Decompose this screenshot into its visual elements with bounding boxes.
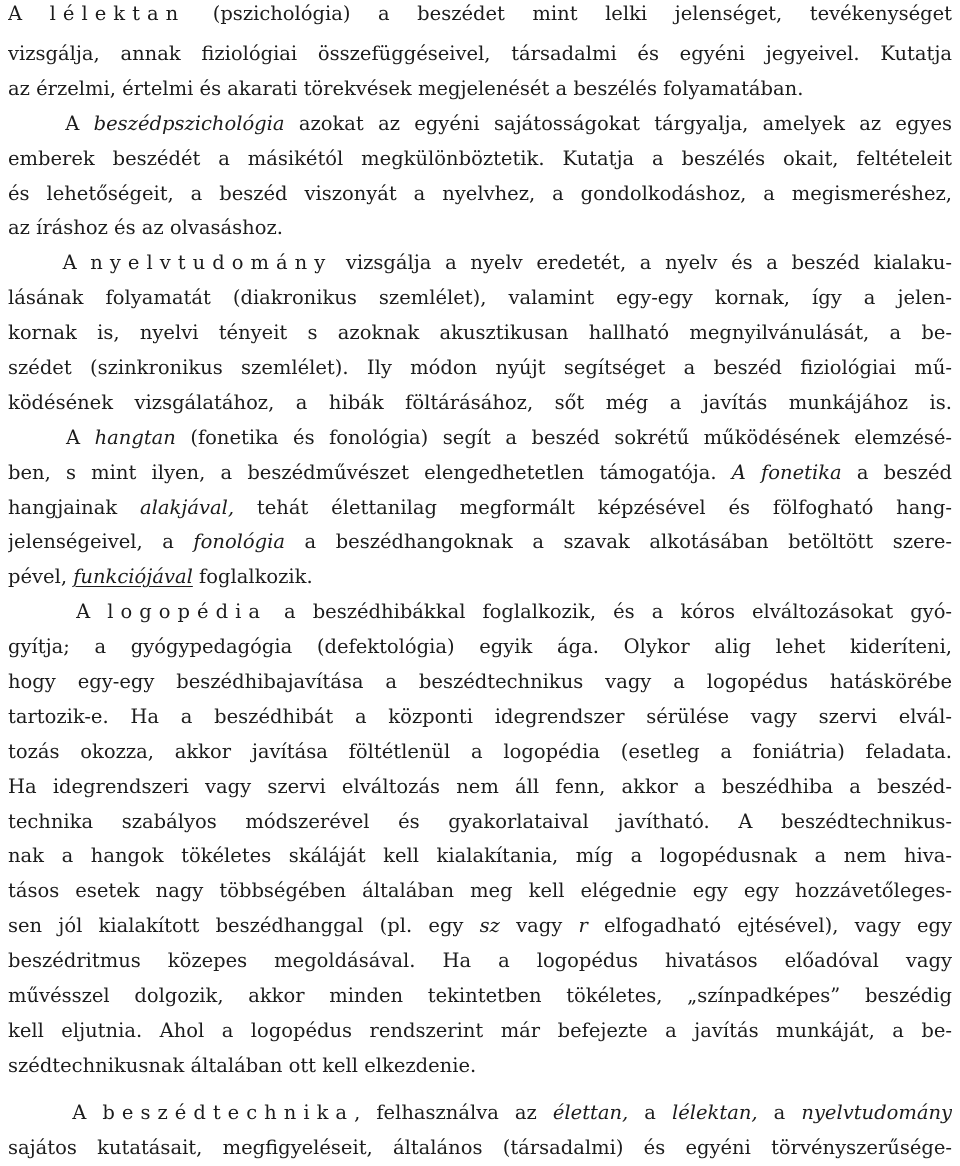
paragraph-nyelvtudomany [8, 246, 952, 420]
text-line: pével, funkciójával foglalkozik. [8, 565, 313, 589]
paragraph-gap [8, 1084, 952, 1096]
text-line: sen jól kialakított beszédhanggal (pl. egy sz vagy r elfogadható ejtésével), vagy egy [8, 914, 952, 938]
document-page [8, 0, 952, 1166]
text-line: kell eljutnia. Ahol a logopédus rendszerint már befejezte a javítás munkáját, a be- [8, 1018, 952, 1042]
text-line: hangjainak alakjával, tehát élettanilag megformált képzésével és fölfogható hang- [8, 495, 952, 519]
italic-term: nyelvtudomány [801, 1100, 952, 1124]
italic-term: fonológia [193, 530, 285, 554]
italic-term: r [578, 914, 588, 938]
text-line: A hangtan (fonetika és fonológia) segít a beszéd sokrétű működésének elemzésé- [66, 425, 952, 449]
text-line: vizsgálja, annak fiziológiai összefüggéseivel, társadalmi és egyéni jegyeivel. Kutatja [8, 42, 952, 65]
text-line: művésszel dolgozik, akkor minden tekintetben tökéletes, „színpadképes” beszédig [8, 984, 952, 1008]
text-line: gyítja; a gyógypedagógia (defektológia) egyik ága. Olykor alig lehet kideríteni, [8, 635, 952, 659]
text-line: szédtechnikusnak általában ott kell elkezdenie. [8, 1053, 477, 1077]
text-line: technika szabályos módszerével és gyakorlataival javítható. A beszédtechnikus- [8, 809, 952, 833]
text-line: A beszédpszichológia azokat az egyéni sajátosságokat tárgyalja, amelyek az egyes [65, 111, 952, 135]
text-line: az íráshoz és az olvasáshoz. [8, 216, 283, 240]
text-line: A logopédia a beszédhibákkal foglalkozik, és a kóros elváltozásokat gyó- [76, 600, 952, 624]
italic-term: alakjával, [140, 495, 235, 519]
text-line: A nyelvtudomány vizsgálja a nyelv eredetét, a nyelv és a beszéd kialaku- [62, 251, 952, 275]
text-line: szédet (szinkronikus szemlélet). Ily módon nyújt segítséget a beszéd fiziológiai mű- [8, 356, 952, 380]
text-line: kornak is, nyelvi tényeit s azoknak akusztikusan hallható megnyilvánulását, a be- [8, 321, 952, 345]
text-line: Ha idegrendszeri vagy szervi elváltozás nem áll fenn, akkor a beszédhiba a beszéd- [8, 774, 952, 798]
text-line: ködésének vizsgálatához, a hibák föltárásához, sőt még a javítás munkájához is. [8, 390, 952, 414]
text-line: és lehetőségeit, a beszéd viszonyát a nyelvhez, a gondolkodáshoz, a megismeréshez, [8, 181, 952, 205]
italic-underlined-term: funkciójával [73, 565, 193, 589]
text-line: jelenségeivel, a fonológia a beszédhangoknak a szavak alkotásában betöltött szere- [8, 530, 952, 554]
italic-term: sz [479, 914, 500, 938]
paragraph-beszedpszichologia [8, 107, 952, 247]
text-line: A lélektan (pszichológia) a beszédet mint lelki jelenséget, tevékenységet [8, 2, 952, 25]
text-line: nak a hangok tökéletes skáláját kell kialakítania, míg a logopédusnak a nem hiva- [8, 844, 952, 868]
text-line: az érzelmi, értelmi és akarati törekvések megjelenését a beszélés folyamatában. [8, 76, 804, 100]
text-line: A beszédtechnika, felhasználva az élettan, a lélektan, a nyelvtudomány [72, 1100, 952, 1124]
spaced-term: beszédtechnika [102, 1100, 355, 1124]
spaced-term: lélektan [49, 2, 186, 25]
paragraph-hangtan [8, 421, 952, 595]
text-line: emberek beszédét a másikétól megkülönböztetik. Kutatja a beszélés okait, feltételeit [8, 146, 952, 170]
text-line: beszédritmus közepes megoldásával. Ha a logopédus hivatásos előadóval vagy [8, 949, 952, 973]
italic-term: hangtan [94, 425, 176, 449]
spaced-term: nyelvtudomány [90, 251, 333, 275]
italic-term: beszédpszichológia [93, 111, 285, 135]
paragraph-logopedia [8, 595, 952, 1083]
text-line: lásának folyamatát (diakronikus szemlélet), valamint egy-egy kornak, így a jelen- [8, 286, 952, 310]
text-line: hogy egy-egy beszédhibajavítása a beszédtechnikus vagy a logopédus hatáskörébe [8, 670, 952, 694]
paragraph-beszedtechnika [8, 1096, 952, 1166]
italic-term: élettan, [552, 1100, 629, 1124]
italic-term: lélektan, [672, 1100, 758, 1124]
spaced-term: logopédia [107, 600, 268, 624]
italic-term: A fonetika [731, 460, 842, 484]
text-line: tozás okozza, akkor javítása föltétlenül a logopédia (esetleg a foniátria) feladata. [8, 739, 952, 763]
text-line: tartozik-e. Ha a beszédhibát a központi idegrendszer sérülése vagy szervi elvál- [8, 704, 952, 728]
paragraph-lelektan [8, 0, 952, 107]
text-line: sajátos kutatásait, megfigyeléseit, általános (társadalmi) és egyéni törvényszerűsége- [8, 1135, 952, 1159]
text-line: ben, s mint ilyen, a beszédművészet elengedhetetlen támogatója. A fonetika a beszéd [8, 460, 952, 484]
text-line: tásos esetek nagy többségében általában meg kell elégednie egy egy hozzávetőleges- [8, 879, 952, 903]
